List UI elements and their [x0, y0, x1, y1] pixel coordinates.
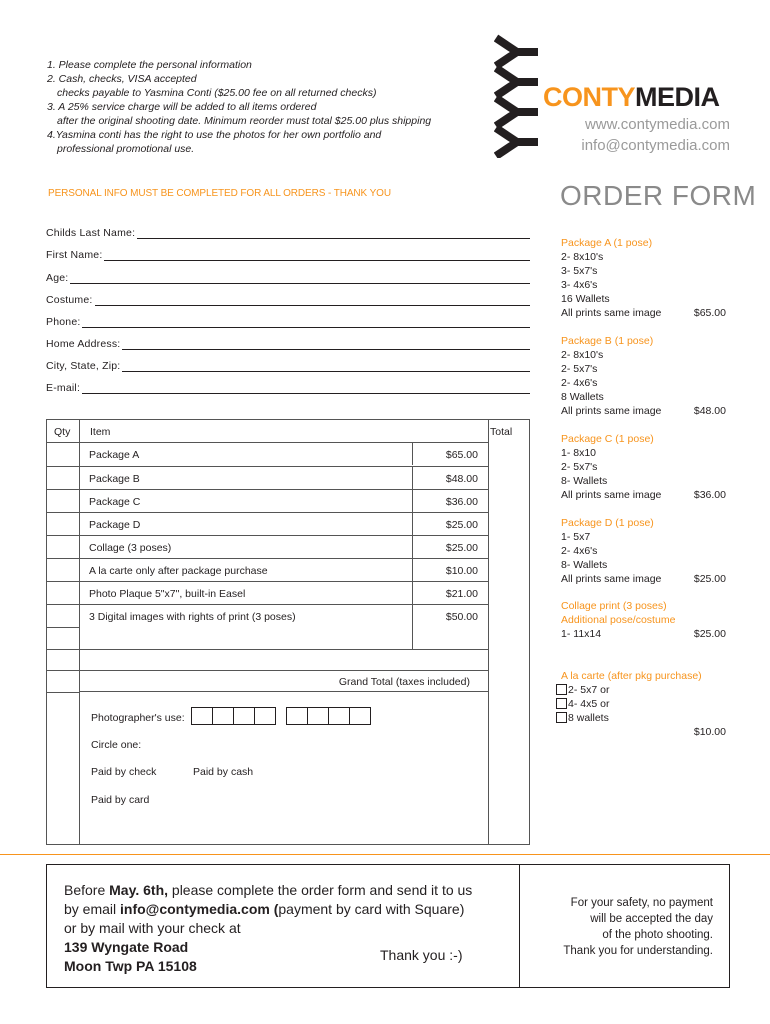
- package-line: 2- 5x7's: [561, 363, 598, 375]
- phone-line[interactable]: [82, 318, 530, 328]
- instruction-1: 1. Please complete the personal information: [47, 59, 252, 71]
- text-part: or by mail with your check at: [64, 920, 241, 936]
- grand-total-label: Grand Total (taxes included): [338, 676, 470, 688]
- table-row[interactable]: [79, 649, 488, 670]
- costume-field[interactable]: [46, 292, 530, 306]
- item-price: $36.00: [445, 496, 478, 508]
- option-checkbox[interactable]: [556, 698, 567, 709]
- last-name-field[interactable]: [46, 225, 530, 239]
- text-part: by email: [64, 901, 121, 917]
- instruction-3b: after the original shooting date. Minimum reorder must total $25.00 plus shipping: [57, 115, 432, 127]
- address-line-2: Moon Twp PA 15108: [64, 958, 197, 974]
- package-a-price: $65.00: [693, 307, 726, 319]
- package-line: 2- 5x7's: [561, 461, 598, 473]
- safety-line: will be accepted the day: [590, 913, 713, 925]
- email-label: E-mail:: [46, 382, 81, 394]
- safety-notice: [527, 895, 729, 959]
- brand-email[interactable]: info@contymedia.com: [581, 137, 730, 154]
- package-line: 2- 8x10's: [561, 349, 604, 361]
- home-address-field[interactable]: [46, 336, 530, 350]
- brand-website[interactable]: www.contymedia.com: [584, 116, 730, 133]
- logo-mark-icon: [494, 34, 540, 158]
- item-name: Package A: [89, 449, 140, 461]
- order-form-title: ORDER FORM: [560, 180, 757, 211]
- option-checkbox[interactable]: [556, 684, 567, 695]
- order-email: info@contymedia.com (: [120, 901, 279, 917]
- text-part: Before: [64, 882, 110, 898]
- circle-one-label: Circle one:: [91, 739, 142, 751]
- thank-you-text: Thank you :-): [380, 947, 463, 963]
- instruction-2b: checks payable to Yasmina Conti ($25.00 fee on all returned checks): [57, 87, 377, 99]
- order-table: [46, 419, 530, 845]
- item-name: 3 Digital images with rights of print (3 poses): [89, 611, 296, 623]
- collage-subtitle: Additional pose/costume: [561, 614, 676, 626]
- item-price: $25.00: [445, 519, 478, 531]
- text-part: please complete the order form and send it to us: [168, 882, 473, 898]
- item-price: $10.00: [445, 565, 478, 577]
- email-field[interactable]: [46, 380, 530, 394]
- package-line: 2- 8x10's: [561, 251, 604, 263]
- package-line: All prints same image: [561, 489, 662, 501]
- package-d-price: $25.00: [693, 573, 726, 585]
- package-line: All prints same image: [561, 307, 662, 319]
- package-a-info: [561, 236, 726, 320]
- package-d-title: Package D (1 pose): [561, 517, 654, 529]
- instructions: [47, 58, 467, 156]
- first-name-label: First Name:: [46, 249, 103, 261]
- instruction-4b: professional promotional use.: [57, 143, 195, 155]
- last-name-label: Childs Last Name:: [46, 227, 136, 239]
- city-state-zip-line[interactable]: [122, 362, 530, 372]
- item-name: Collage (3 poses): [89, 542, 172, 554]
- package-c-info: [561, 432, 726, 502]
- item-name: A la carte only after package purchase: [89, 565, 268, 577]
- photographer-use-label: Photographer's use:: [91, 712, 185, 724]
- item-name: Package C: [89, 496, 141, 508]
- package-line: 8- Wallets: [561, 559, 608, 571]
- package-line: All prints same image: [561, 573, 662, 585]
- brand-name: [543, 82, 720, 113]
- photographer-boxes-1[interactable]: [191, 707, 275, 725]
- a-la-carte-price: $10.00: [693, 726, 726, 738]
- package-line: 8 Wallets: [561, 391, 604, 403]
- brand-part-2: MEDIA: [635, 82, 720, 112]
- table-row[interactable]: [79, 489, 488, 512]
- collage-title: Collage print (3 poses): [561, 600, 667, 612]
- text-part: payment by card with Square): [278, 901, 465, 917]
- table-row[interactable]: [79, 558, 488, 581]
- package-line: 2- 4x6's: [561, 545, 598, 557]
- package-line: 3- 4x6's: [561, 279, 598, 291]
- package-c-price: $36.00: [693, 489, 726, 501]
- age-field[interactable]: [46, 270, 530, 284]
- city-state-zip-field[interactable]: [46, 358, 530, 372]
- safety-line: Thank you for understanding.: [563, 945, 713, 957]
- qty-header: Qty: [54, 426, 71, 438]
- table-row[interactable]: [79, 604, 488, 649]
- table-row[interactable]: [79, 512, 488, 535]
- age-label: Age:: [46, 272, 69, 284]
- deadline-date: May. 6th,: [109, 882, 169, 898]
- table-row[interactable]: [79, 442, 488, 465]
- photographer-boxes-2[interactable]: [286, 707, 370, 725]
- package-line: All prints same image: [561, 405, 662, 417]
- total-column-divider: [488, 420, 489, 844]
- package-line: 16 Wallets: [561, 293, 610, 305]
- age-line[interactable]: [70, 274, 530, 284]
- phone-label: Phone:: [46, 316, 81, 328]
- package-b-price: $48.00: [693, 405, 726, 417]
- package-line: 1- 5x7: [561, 531, 591, 543]
- instruction-3: 3. A 25% service charge will be added to all items ordered: [47, 101, 317, 113]
- package-a-title: Package A (1 pose): [561, 237, 653, 249]
- item-price: $50.00: [445, 611, 478, 623]
- a-la-carte-option: 2- 5x7 or: [568, 684, 610, 696]
- brand-part-1: CONTY: [543, 82, 635, 112]
- paid-by-cash-option[interactable]: Paid by cash: [193, 766, 254, 778]
- notice-text: PERSONAL INFO MUST BE COMPLETED FOR ALL ORDERS - THANK YOU: [48, 188, 391, 199]
- phone-field[interactable]: [46, 314, 530, 328]
- safety-line: For your safety, no payment: [570, 897, 713, 909]
- item-price: $25.00: [445, 542, 478, 554]
- table-row[interactable]: [79, 466, 488, 489]
- box-divider: [519, 865, 520, 987]
- item-header: Item: [90, 426, 111, 438]
- item-name: Package D: [89, 519, 141, 531]
- last-name-line[interactable]: [137, 229, 530, 239]
- item-name: Photo Plaque 5"x7", built-in Easel: [89, 588, 246, 600]
- total-header: Total: [490, 426, 513, 438]
- paid-by-card-option[interactable]: Paid by card: [91, 794, 150, 806]
- address-line-1: 139 Wyngate Road: [64, 939, 189, 955]
- package-d-info: [561, 516, 726, 586]
- item-price: $65.00: [445, 449, 478, 461]
- costume-line[interactable]: [95, 296, 530, 306]
- a-la-carte-option: 8 wallets: [568, 712, 609, 724]
- home-address-label: Home Address:: [46, 338, 121, 350]
- grand-total-row: [79, 670, 488, 692]
- package-line: 1- 11x14: [561, 628, 602, 640]
- package-line: 1- 8x10: [561, 447, 597, 459]
- package-line: 3- 5x7's: [561, 265, 598, 277]
- item-name: Package B: [89, 473, 140, 485]
- costume-label: Costume:: [46, 294, 93, 306]
- table-row[interactable]: [79, 581, 488, 604]
- brand-contacts: [560, 114, 730, 156]
- package-line: 2- 4x6's: [561, 377, 598, 389]
- paid-by-check-option[interactable]: Paid by check: [91, 766, 157, 778]
- a-la-carte-option: 4- 4x5 or: [568, 698, 610, 710]
- collage-price: $25.00: [693, 628, 726, 640]
- package-b-title: Package B (1 pose): [561, 335, 654, 347]
- table-row[interactable]: [79, 535, 488, 558]
- instruction-4: 4.Yasmina conti has the right to use the photos for her own portfolio and: [47, 129, 382, 141]
- city-state-zip-label: City, State, Zip:: [46, 360, 121, 372]
- package-c-title: Package C (1 pose): [561, 433, 654, 445]
- orange-divider: [0, 854, 770, 855]
- package-line: 8- Wallets: [561, 475, 608, 487]
- instruction-2: 2. Cash, checks, VISA accepted: [47, 73, 197, 85]
- option-checkbox[interactable]: [556, 712, 567, 723]
- first-name-line[interactable]: [104, 251, 530, 261]
- email-line[interactable]: [82, 384, 530, 394]
- safety-line: of the photo shooting.: [602, 929, 713, 941]
- item-price: $21.00: [445, 588, 478, 600]
- first-name-field[interactable]: [46, 247, 530, 261]
- package-b-info: [561, 334, 726, 418]
- a-la-carte-info: [561, 669, 726, 739]
- collage-info: [561, 599, 726, 641]
- a-la-carte-title: A la carte (after pkg purchase): [561, 670, 702, 682]
- instructions-box: [46, 864, 730, 988]
- home-address-line[interactable]: [122, 340, 530, 350]
- item-price: $48.00: [445, 473, 478, 485]
